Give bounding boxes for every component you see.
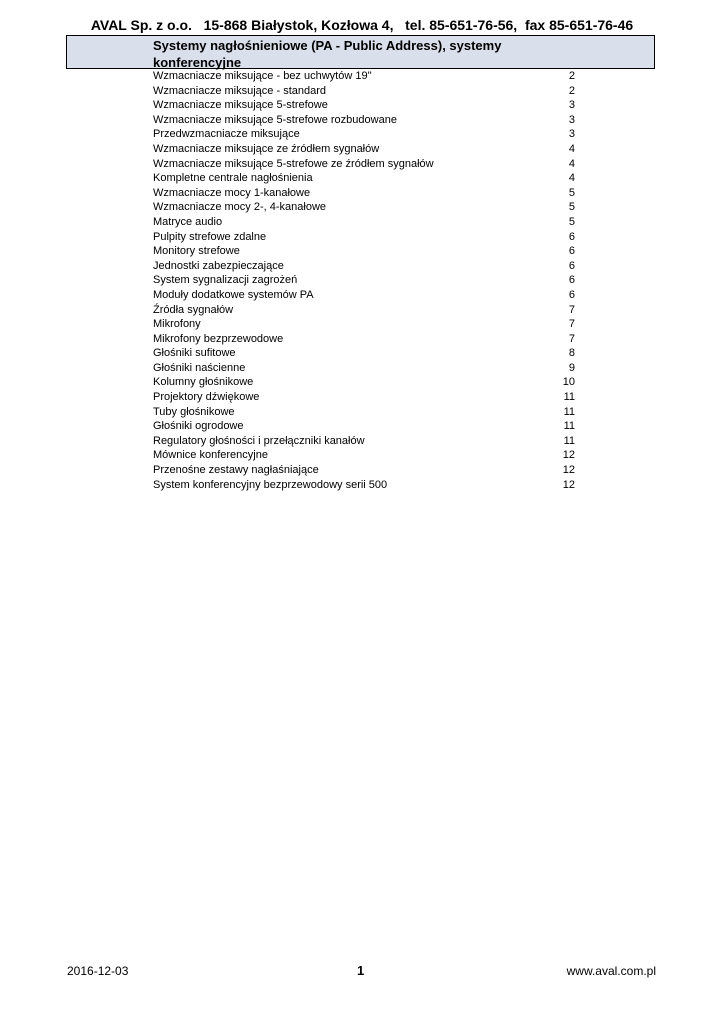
toc-row [153, 303, 579, 318]
toc-row [153, 127, 579, 142]
toc-row [153, 375, 579, 390]
footer-date: 2016-12-03 [67, 964, 129, 978]
toc-row [153, 405, 579, 420]
toc-entry-label: Pulpity strefowe zdalne [153, 230, 267, 243]
toc-entry-page: 7 [568, 303, 575, 316]
toc-row [153, 288, 579, 303]
toc-row [153, 113, 579, 128]
toc-entry-label: Głośniki ogrodowe [153, 420, 244, 433]
toc-row [153, 142, 579, 157]
toc-entry-page: 3 [568, 128, 575, 141]
toc-entry-label: Przenośne zestawy nagłaśniające [153, 464, 319, 477]
toc-entry-page: 5 [568, 215, 575, 228]
toc-entry-label: Wzmacniacze miksujące 5-strefowe rozbudowane [153, 113, 397, 126]
toc-entry-page: 11 [563, 391, 575, 404]
toc-row [153, 215, 579, 230]
toc-entry-label: Monitory strefowe [153, 245, 240, 258]
toc-entry-page: 7 [568, 318, 575, 331]
toc-row [153, 186, 579, 201]
toc-row [153, 463, 579, 478]
toc-row [153, 259, 579, 274]
toc-entry-label: System sygnalizacji zagrożeń [153, 274, 298, 287]
toc-entry-label: Wzmacniacze miksujące - standard [153, 84, 327, 97]
toc-row [153, 419, 579, 434]
toc-row [153, 317, 579, 332]
toc-row [153, 346, 579, 361]
toc-entry-page: 3 [568, 113, 575, 126]
toc-entry-label: Moduły dodatkowe systemów PA [153, 288, 314, 301]
toc-entry-label: System konferencyjny bezprzewodowy serii 500 [153, 478, 388, 491]
toc-entry-page: 4 [568, 157, 575, 170]
toc-entry-label: Matryce audio [153, 215, 223, 228]
toc-row [153, 478, 579, 493]
toc-entry-page: 2 [568, 84, 575, 97]
toc-entry-label: Projektory dźwiękowe [153, 391, 260, 404]
toc-entry-label: Mikrofony bezprzewodowe [153, 332, 284, 345]
toc-row [153, 244, 579, 259]
table-of-contents [153, 69, 579, 492]
section-title: Systemy nagłośnieniowe (PA - Public Address), systemy konferencyjne [153, 38, 502, 70]
toc-row [153, 273, 579, 288]
toc-entry-page: 3 [568, 99, 575, 112]
toc-entry-page: 12 [562, 449, 575, 462]
toc-entry-label: Przedwzmacniacze miksujące [153, 128, 300, 141]
toc-row [153, 361, 579, 376]
toc-row [153, 448, 579, 463]
toc-entry-label: Wzmacniacze miksujące - bez uchwytów 19'' [153, 70, 372, 82]
toc-entry-page: 4 [568, 172, 575, 185]
toc-row [153, 390, 579, 405]
toc-entry-page: 6 [568, 274, 575, 287]
footer-page-number: 1 [357, 963, 365, 978]
toc-entry-page: 11 [563, 434, 575, 447]
toc-entry-label: Wzmacniacze mocy 2-, 4-kanałowe [153, 201, 327, 214]
toc-entry-label: Źródła sygnałów [153, 303, 234, 316]
toc-row [153, 98, 579, 113]
toc-entry-page: 6 [568, 288, 575, 301]
toc-entry-label: Wzmacniacze miksujące 5-strefowe [153, 99, 328, 112]
toc-entry-page: 5 [568, 186, 575, 199]
toc-entry-page: 7 [568, 332, 575, 345]
toc-entry-label: Kompletne centrale nagłośnienia [153, 172, 313, 185]
toc-entry-page: 2 [568, 70, 575, 82]
toc-entry-label: Głośniki naścienne [153, 361, 246, 374]
toc-entry-page: 6 [568, 230, 575, 243]
toc-entry-label: Regulatory głośności i przełączniki kanałów [153, 434, 365, 447]
toc-entry-page: 4 [568, 142, 575, 155]
toc-entry-label: Mównice konferencyjne [153, 449, 268, 462]
toc-entry-page: 9 [568, 361, 575, 374]
toc-entry-page: 12 [562, 464, 575, 477]
toc-row [153, 84, 579, 99]
toc-entry-page: 5 [568, 201, 575, 214]
toc-entry-label: Kolumny głośnikowe [153, 376, 254, 389]
toc-row [153, 230, 579, 245]
toc-entry-label: Mikrofony [153, 318, 201, 331]
toc-row [153, 69, 579, 84]
toc-row [153, 200, 579, 215]
toc-entry-page: 6 [568, 259, 575, 272]
toc-entry-label: Tuby głośnikowe [153, 405, 235, 418]
toc-entry-page: 8 [568, 347, 575, 360]
toc-entry-page: 11 [563, 420, 575, 433]
toc-row [153, 171, 579, 186]
toc-entry-page: 10 [562, 376, 575, 389]
toc-entry-page: 11 [563, 405, 575, 418]
toc-row [153, 157, 579, 172]
toc-row [153, 434, 579, 449]
footer-url[interactable]: www.aval.com.pl [566, 964, 656, 978]
company-header: AVAL Sp. z o.o. 15-868 Białystok, Kozłowa 4, tel. 85-651-76-56, fax 85-651-76-46 [90, 17, 634, 33]
toc-row [153, 332, 579, 347]
toc-entry-label: Wzmacniacze miksujące ze źródłem sygnałów [153, 142, 380, 155]
toc-entry-label: Wzmacniacze mocy 1-kanałowe [153, 186, 311, 199]
toc-entry-page: 6 [568, 245, 575, 258]
toc-entry-label: Wzmacniacze miksujące 5-strefowe ze źródłem sygnałów [153, 157, 434, 170]
toc-entry-label: Głośniki sufitowe [153, 347, 236, 360]
toc-entry-page: 12 [562, 478, 575, 491]
toc-entry-label: Jednostki zabezpieczające [153, 259, 284, 272]
